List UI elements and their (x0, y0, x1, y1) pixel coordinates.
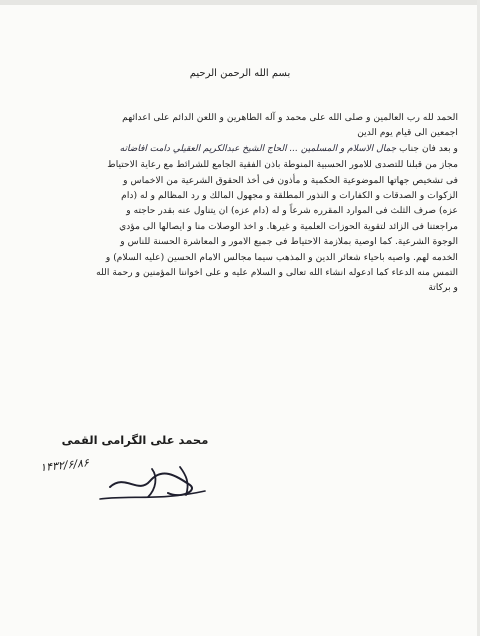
signatory-name: محمد على الگرامى القمى (61, 433, 209, 447)
letter-body (16, 110, 458, 296)
body-line-3-print: و بعد فان جناب (399, 142, 458, 154)
body-line-5: فى تشخيص جهاتها الموضوعية الحكمية و مأذون فى أخذ الحقوق الشرعية من الاخماس و (123, 174, 458, 186)
body-line-12: و بركاتة (428, 282, 458, 294)
body-line-6: الزكوات و الصدقات و الكفارات و النذور المطلقة و مجهول المالك و رد المظالم و له (دام (121, 190, 458, 202)
handwritten-name: جمال الاسلام و المسلمين ... الحاج الشيخ عبدالكريم العقيلي دامت افاضاته (119, 143, 397, 154)
body-line-2: اجمعين الى قيام يوم الدين (357, 127, 458, 139)
body-line-10: الخدمه لهم. واصيه باحياء شعائر الدين و المذهب سيما مجالس الامام الحسين (عليه السلام) و (105, 251, 458, 263)
body-line-9: الوجوة الشرعية. كما اوصية بملازمة الاحتياط فى جميع الامور و المعاشرة الحسنة للناس و (120, 236, 458, 248)
basmala-heading: بسم الله الرحمن الرحيم (189, 68, 291, 79)
body-line-1: الحمد لله رب العالمين و صلى الله على محمد و آله الطاهرين و اللعن الدائم على اعدائهم (122, 112, 458, 123)
body-line-8: مراجعتنا فى الزائد لتقوية الحوزات العلمية و غيرها. و اخذ الوصلات منا و ايصالها الى مؤدي (119, 220, 458, 232)
body-line-11: التمس منه الدعاء كما ادعوله انشاء الله تعالى و السلام عليه و على اخواننا المؤمنين و رحمة الله (96, 267, 458, 279)
body-line-4: مجاز من قبلنا للتصدى للامور الحسبية المنوطة باذن الفقية الجامع للشرائط مع رعاية الاحتياط (107, 159, 458, 171)
scan-edge-top (0, 0, 480, 5)
signature-date: ۱۴۳۲/۶/۸۶ (39, 456, 90, 475)
body-line-3 (16, 141, 458, 157)
body-line-7: عزه) صرف الثلث فى الموارد المقرره شرعاً و له (دام عزه) ان يتناول عنه بقدر حاجته و (126, 205, 458, 217)
handwritten-signature (40, 455, 220, 515)
